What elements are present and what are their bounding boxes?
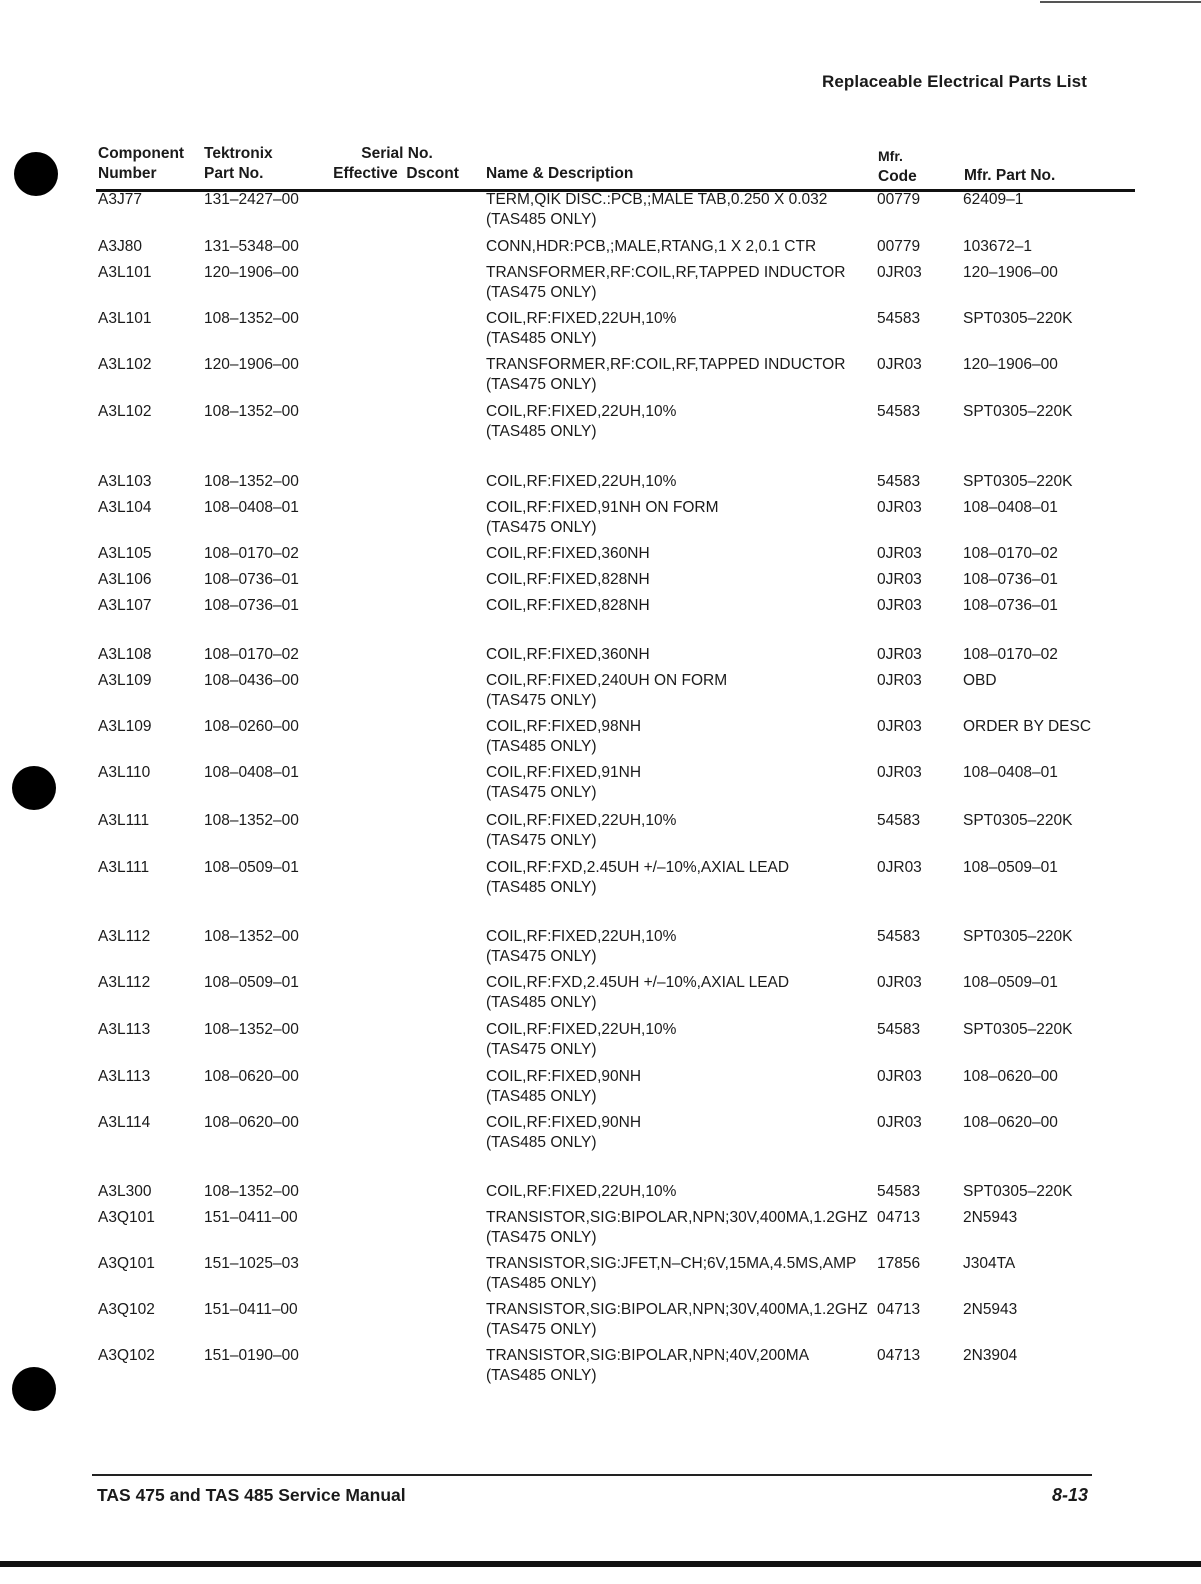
tektronix-part-no: 108–0620–00 xyxy=(204,1114,299,1131)
mfr-code: 0JR03 xyxy=(877,264,922,281)
component-number: A3L114 xyxy=(98,1114,151,1131)
part-description: COIL,RF:FIXED,98NH xyxy=(486,718,642,735)
mfr-code: 0JR03 xyxy=(877,764,922,781)
mfr-code: 04713 xyxy=(877,1347,921,1364)
footer-rule xyxy=(92,1474,1092,1476)
tektronix-part-no: 120–1906–00 xyxy=(204,264,299,281)
part-description: COIL,RF:FIXED,828NH xyxy=(486,597,650,614)
part-description: COIL,RF:FIXED,91NH xyxy=(486,764,642,781)
tektronix-part-no: 108–0408–01 xyxy=(204,764,299,781)
component-number: A3L109 xyxy=(98,672,152,689)
part-description-note: (TAS475 ONLY) xyxy=(486,284,597,301)
part-description-note: (TAS475 ONLY) xyxy=(486,832,597,849)
tektronix-part-no: 131–2427–00 xyxy=(204,191,299,208)
component-number: A3L113 xyxy=(98,1068,151,1085)
part-description: TRANSISTOR,SIG:BIPOLAR,NPN;30V,400MA,1.2GHZ xyxy=(486,1301,868,1318)
tektronix-part-no: 108–1352–00 xyxy=(204,473,299,490)
tektronix-part-no: 131–5348–00 xyxy=(204,238,299,255)
mfr-part-no: 108–0509–01 xyxy=(963,859,1058,876)
page-title: Replaceable Electrical Parts List xyxy=(821,72,1087,91)
mfr-code: 00779 xyxy=(877,238,921,255)
part-description-note: (TAS475 ONLY) xyxy=(486,519,597,536)
mfr-part-no: SPT0305–220K xyxy=(963,928,1073,945)
mfr-code: 54583 xyxy=(877,812,921,829)
mfr-code: 54583 xyxy=(877,403,921,420)
tektronix-part-no: 108–1352–00 xyxy=(204,812,299,829)
mfr-code: 04713 xyxy=(877,1301,921,1318)
component-number: A3L105 xyxy=(98,545,152,562)
mfr-part-no: ORDER BY DESC xyxy=(963,718,1092,735)
part-description-note: (TAS475 ONLY) xyxy=(486,376,597,393)
mfr-part-no: 108–0736–01 xyxy=(963,597,1058,614)
mfr-part-no: 108–0736–01 xyxy=(963,571,1058,588)
part-description: COIL,RF:FIXED,90NH xyxy=(486,1068,642,1085)
part-description: TRANSFORMER,RF:COIL,RF,TAPPED INDUCTOR xyxy=(486,264,846,281)
part-description-note: (TAS485 ONLY) xyxy=(486,1088,597,1105)
mfr-part-no: 108–0170–02 xyxy=(963,646,1058,663)
mfr-code: 0JR03 xyxy=(877,1068,922,1085)
part-description: COIL,RF:FIXED,22UH,10% xyxy=(486,928,677,945)
mfr-part-no: 2N5943 xyxy=(963,1301,1018,1318)
part-description-note: (TAS475 ONLY) xyxy=(486,692,597,709)
tektronix-part-no: 151–0411–00 xyxy=(204,1301,298,1318)
mfr-part-no: 2N5943 xyxy=(963,1209,1018,1226)
col-header-serial: Serial No. Effective Dscont xyxy=(333,145,459,182)
mfr-part-no: 103672–1 xyxy=(963,238,1032,255)
component-number: A3L112 xyxy=(98,974,151,991)
mfr-part-no: 2N3904 xyxy=(963,1347,1018,1364)
part-description: COIL,RF:FIXED,90NH xyxy=(486,1114,642,1131)
mfr-code: 54583 xyxy=(877,928,921,945)
part-description: COIL,RF:FIXED,360NH xyxy=(486,545,650,562)
mfr-part-no: 108–0170–02 xyxy=(963,545,1058,562)
component-number: A3Q102 xyxy=(98,1347,155,1364)
component-number: A3J80 xyxy=(98,238,142,255)
mfr-part-no: 108–0408–01 xyxy=(963,499,1058,516)
part-description: COIL,RF:FXD,2.45UH +/–10%,AXIAL LEAD xyxy=(486,974,790,991)
part-description: TRANSISTOR,SIG:BIPOLAR,NPN;30V,400MA,1.2GHZ xyxy=(486,1209,868,1226)
component-number: A3L111 xyxy=(98,859,150,876)
mfr-part-no: 62409–1 xyxy=(963,191,1024,208)
part-description-note: (TAS475 ONLY) xyxy=(486,784,597,801)
tektronix-part-no: 108–0260–00 xyxy=(204,718,299,735)
mfr-code: 0JR03 xyxy=(877,974,922,991)
part-description-note: (TAS475 ONLY) xyxy=(486,1321,597,1338)
mfr-part-no: SPT0305–220K xyxy=(963,473,1073,490)
mfr-part-no: 108–0408–01 xyxy=(963,764,1058,781)
col-header-component: Component Number xyxy=(98,145,185,182)
mfr-code: 17856 xyxy=(877,1255,921,1272)
col-header-description: Name & Description xyxy=(486,165,634,182)
component-number: A3Q101 xyxy=(98,1209,155,1226)
component-number: A3L104 xyxy=(98,499,152,516)
part-description-note: (TAS475 ONLY) xyxy=(486,1229,597,1246)
part-description-note: (TAS485 ONLY) xyxy=(486,211,597,228)
component-number: A3L113 xyxy=(98,1021,151,1038)
part-description: COIL,RF:FIXED,22UH,10% xyxy=(486,403,677,420)
mfr-code: 0JR03 xyxy=(877,646,922,663)
part-description-note: (TAS485 ONLY) xyxy=(486,994,597,1011)
component-number: A3L106 xyxy=(98,571,152,588)
component-number: A3L110 xyxy=(98,764,151,781)
tektronix-part-no: 108–0170–02 xyxy=(204,646,299,663)
component-number: A3Q102 xyxy=(98,1301,155,1318)
mfr-code: 0JR03 xyxy=(877,571,922,588)
bottom-edge-rule xyxy=(0,1561,1201,1567)
mfr-code: 0JR03 xyxy=(877,1114,922,1131)
mfr-code: 00779 xyxy=(877,191,921,208)
tektronix-part-no: 108–0620–00 xyxy=(204,1068,299,1085)
component-number: A3L109 xyxy=(98,718,152,735)
mfr-code: 54583 xyxy=(877,310,921,327)
mfr-part-no: SPT0305–220K xyxy=(963,812,1073,829)
mfr-code: 0JR03 xyxy=(877,499,922,516)
part-description-note: (TAS485 ONLY) xyxy=(486,330,597,347)
tektronix-part-no: 108–0170–02 xyxy=(204,545,299,562)
tektronix-part-no: 108–0408–01 xyxy=(204,499,299,516)
tektronix-part-no: 108–1352–00 xyxy=(204,928,299,945)
component-number: A3L102 xyxy=(98,356,152,373)
component-number: A3L101 xyxy=(98,264,152,281)
col-header-code: Mfr. Code xyxy=(878,148,917,185)
mfr-part-no: 120–1906–00 xyxy=(963,264,1058,281)
part-description-note: (TAS485 ONLY) xyxy=(486,738,597,755)
component-number: A3L300 xyxy=(98,1183,152,1200)
component-number: A3L107 xyxy=(98,597,152,614)
part-description: COIL,RF:FIXED,22UH,10% xyxy=(486,310,677,327)
part-description: COIL,RF:FIXED,22UH,10% xyxy=(486,1021,677,1038)
part-description: CONN,HDR:PCB,;MALE,RTANG,1 X 2,0.1 CTR xyxy=(486,238,817,255)
mfr-code: 0JR03 xyxy=(877,859,922,876)
part-description: COIL,RF:FIXED,240UH ON FORM xyxy=(486,672,728,689)
mfr-code: 04713 xyxy=(877,1209,921,1226)
component-number: A3L101 xyxy=(98,310,152,327)
tektronix-part-no: 108–0436–00 xyxy=(204,672,299,689)
col-header-part: Tektronix Part No. xyxy=(204,145,273,182)
tektronix-part-no: 108–0509–01 xyxy=(204,859,299,876)
mfr-code: 0JR03 xyxy=(877,356,922,373)
col-header-mfr-part: Mfr. Part No. xyxy=(964,167,1056,184)
tektronix-part-no: 108–0736–01 xyxy=(204,597,299,614)
mfr-part-no: SPT0305–220K xyxy=(963,1183,1073,1200)
part-description-note: (TAS485 ONLY) xyxy=(486,423,597,440)
mfr-part-no: SPT0305–220K xyxy=(963,403,1073,420)
part-description: COIL,RF:FIXED,91NH ON FORM xyxy=(486,499,719,516)
tektronix-part-no: 108–1352–00 xyxy=(204,403,299,420)
part-description: COIL,RF:FIXED,22UH,10% xyxy=(486,812,677,829)
part-description-note: (TAS475 ONLY) xyxy=(486,948,597,965)
part-description: COIL,RF:FIXED,828NH xyxy=(486,571,650,588)
tektronix-part-no: 108–0736–01 xyxy=(204,571,299,588)
component-number: A3L103 xyxy=(98,473,152,490)
component-number: A3Q101 xyxy=(98,1255,155,1272)
mfr-part-no: SPT0305–220K xyxy=(963,1021,1073,1038)
part-description: COIL,RF:FIXED,22UH,10% xyxy=(486,473,677,490)
component-number: A3L108 xyxy=(98,646,152,663)
part-description-note: (TAS485 ONLY) xyxy=(486,1134,597,1151)
part-description: TERM,QIK DISC.:PCB,;MALE TAB,0.250 X 0.032 xyxy=(486,191,828,208)
component-number: A3L102 xyxy=(98,403,152,420)
tektronix-part-no: 120–1906–00 xyxy=(204,356,299,373)
mfr-part-no: 108–0620–00 xyxy=(963,1068,1058,1085)
tektronix-part-no: 108–0509–01 xyxy=(204,974,299,991)
part-description: TRANSISTOR,SIG:BIPOLAR,NPN;40V,200MA xyxy=(486,1347,810,1364)
part-description-note: (TAS485 ONLY) xyxy=(486,1367,597,1384)
mfr-part-no: 108–0620–00 xyxy=(963,1114,1058,1131)
part-description: COIL,RF:FXD,2.45UH +/–10%,AXIAL LEAD xyxy=(486,859,790,876)
manual-title: TAS 475 and TAS 485 Service Manual xyxy=(97,1485,406,1505)
mfr-code: 54583 xyxy=(877,473,921,490)
tektronix-part-no: 108–1352–00 xyxy=(204,310,299,327)
component-number: A3L112 xyxy=(98,928,151,945)
part-description: TRANSFORMER,RF:COIL,RF,TAPPED INDUCTOR xyxy=(486,356,846,373)
component-number: A3L111 xyxy=(98,812,150,829)
tektronix-part-no: 151–0411–00 xyxy=(204,1209,298,1226)
tektronix-part-no: 108–1352–00 xyxy=(204,1021,299,1038)
part-description-note: (TAS475 ONLY) xyxy=(486,1041,597,1058)
mfr-code: 54583 xyxy=(877,1021,921,1038)
part-description: COIL,RF:FIXED,360NH xyxy=(486,646,650,663)
mfr-part-no: J304TA xyxy=(963,1255,1016,1272)
mfr-part-no: 108–0509–01 xyxy=(963,974,1058,991)
mfr-code: 0JR03 xyxy=(877,597,922,614)
part-description-note: (TAS485 ONLY) xyxy=(486,1275,597,1292)
part-description: TRANSISTOR,SIG:JFET,N–CH;6V,15MA,4.5MS,AMP xyxy=(486,1255,857,1272)
part-description-note: (TAS485 ONLY) xyxy=(486,879,597,896)
mfr-code: 0JR03 xyxy=(877,672,922,689)
page-number: 8-13 xyxy=(1051,1485,1088,1505)
mfr-part-no: SPT0305–220K xyxy=(963,310,1073,327)
tektronix-part-no: 108–1352–00 xyxy=(204,1183,299,1200)
mfr-part-no: 120–1906–00 xyxy=(963,356,1058,373)
mfr-code: 0JR03 xyxy=(877,718,922,735)
mfr-code: 54583 xyxy=(877,1183,921,1200)
mfr-code: 0JR03 xyxy=(877,545,922,562)
part-description: COIL,RF:FIXED,22UH,10% xyxy=(486,1183,677,1200)
tektronix-part-no: 151–1025–03 xyxy=(204,1255,299,1272)
tektronix-part-no: 151–0190–00 xyxy=(204,1347,299,1364)
mfr-part-no: OBD xyxy=(963,672,997,689)
component-number: A3J77 xyxy=(98,191,142,208)
